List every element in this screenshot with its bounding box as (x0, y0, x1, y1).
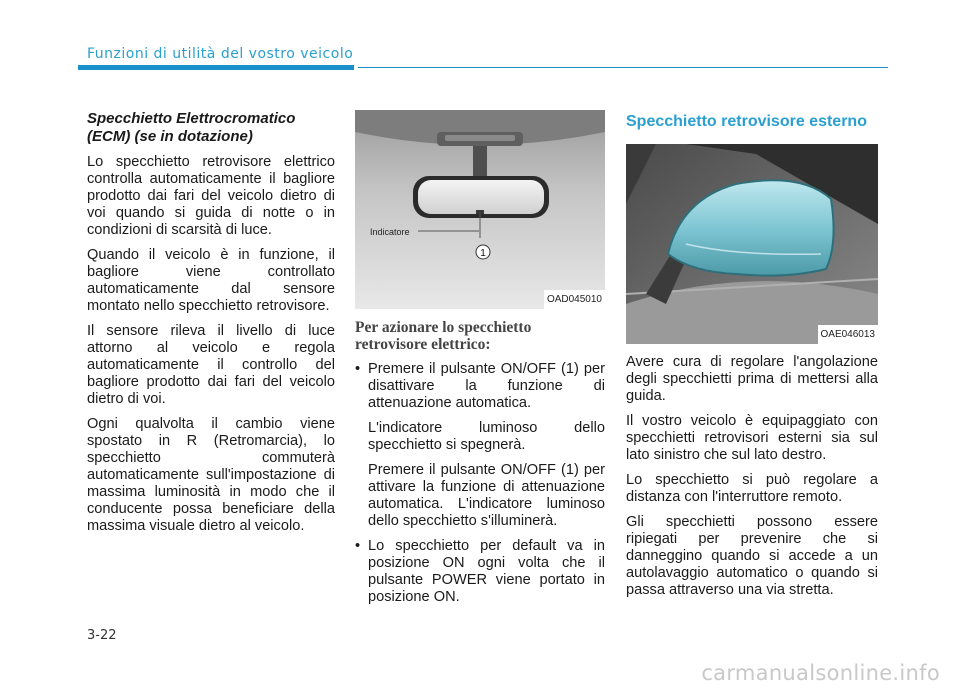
list-item (355, 538, 605, 606)
header-rule-thin (358, 67, 888, 68)
section-header-title: Funzioni di utilità del vostro veicolo (87, 46, 354, 62)
bullet-paragraph: Lo specchietto per default va in posizione ON ogni volta che il pulsante POWER viene portato in posizione ON. (368, 538, 605, 605)
interior-mirror-figure (355, 110, 605, 309)
figure-code: OAE046013 (818, 325, 879, 344)
indicator-label: Indicatore (370, 227, 410, 237)
watermark: carmanualsonline.info (701, 661, 940, 685)
exterior-paragraph: Gli specchietti possono essere ripiegati per prevenire che si danneggino quando si accede a un autolavaggio automatico o quando si passa attraverso una via stretta. (626, 514, 878, 598)
ecm-paragraph: Il sensore rileva il livello di luce attorno al veicolo e regola automaticamente il controllo del bagliore prodotto dai fari del veicolo dietro di voi. (87, 323, 335, 407)
exterior-paragraph: Avere cura di regolare l'angolazione degli specchietti prima di mettersi alla guida. (626, 354, 878, 404)
page-number: 3-22 (87, 628, 117, 643)
exterior-mirror-figure (626, 144, 878, 344)
bullet-paragraph: Premere il pulsante ON/OFF (1) per attivare la funzione di attenuazione automatica. L'indicatore luminoso dello specchietto s'illuminerà. (368, 462, 605, 529)
ecm-paragraph: Ogni qualvolta il cambio viene spostato in R (Retromarcia), lo specchietto commuterà automaticamente sull'impostazione di massima luminosità in modo che il conducente possa beneficiare della massima visuale dietro al veicolo. (87, 416, 335, 534)
operate-bullet-list (355, 361, 605, 606)
exterior-mirror-illustration (626, 144, 878, 344)
bullet-paragraph: Premere il pulsante ON/OFF (1) per disattivare la funzione di attenuazione automatica. (368, 361, 605, 411)
ecm-paragraph: Lo specchietto retrovisore elettrico controlla automaticamente il bagliore prodotto dai fari del veicolo dietro di voi quando si guida di notte o in condizioni di scarsità di luce. (87, 154, 335, 238)
column-operate (355, 110, 605, 614)
bullet-icon: • (355, 538, 361, 554)
figure-code: OAD045010 (544, 290, 605, 309)
bullet-icon: • (355, 361, 361, 377)
exterior-paragraph: Il vostro veicolo è equipaggiato con specchietti retrovisori esterni sia sul lato sinistro che sul lato destro. (626, 413, 878, 463)
list-item (355, 361, 605, 530)
column-ecm (87, 110, 335, 543)
column-exterior (626, 110, 878, 607)
interior-mirror-illustration (355, 110, 605, 309)
ecm-heading: Specchietto Elettrocromatico (ECM) (se in dotazione) (87, 110, 296, 145)
header-rule-thick (78, 65, 354, 70)
ecm-paragraph: Quando il veicolo è in funzione, il bagliore viene controllato automaticamente dal sensore montato nello specchietto retrovisore. (87, 247, 335, 314)
exterior-paragraph: Lo specchietto si può regolare a distanza con l'interruttore remoto. (626, 472, 878, 505)
bullet-paragraph: L'indicatore luminoso dello specchietto si spegnerà. (368, 420, 605, 453)
operate-heading: Per azionare lo specchietto retrovisore elettrico: (355, 319, 532, 353)
callout-number: 1 (480, 248, 486, 259)
exterior-heading: Specchietto retrovisore esterno (626, 113, 867, 130)
